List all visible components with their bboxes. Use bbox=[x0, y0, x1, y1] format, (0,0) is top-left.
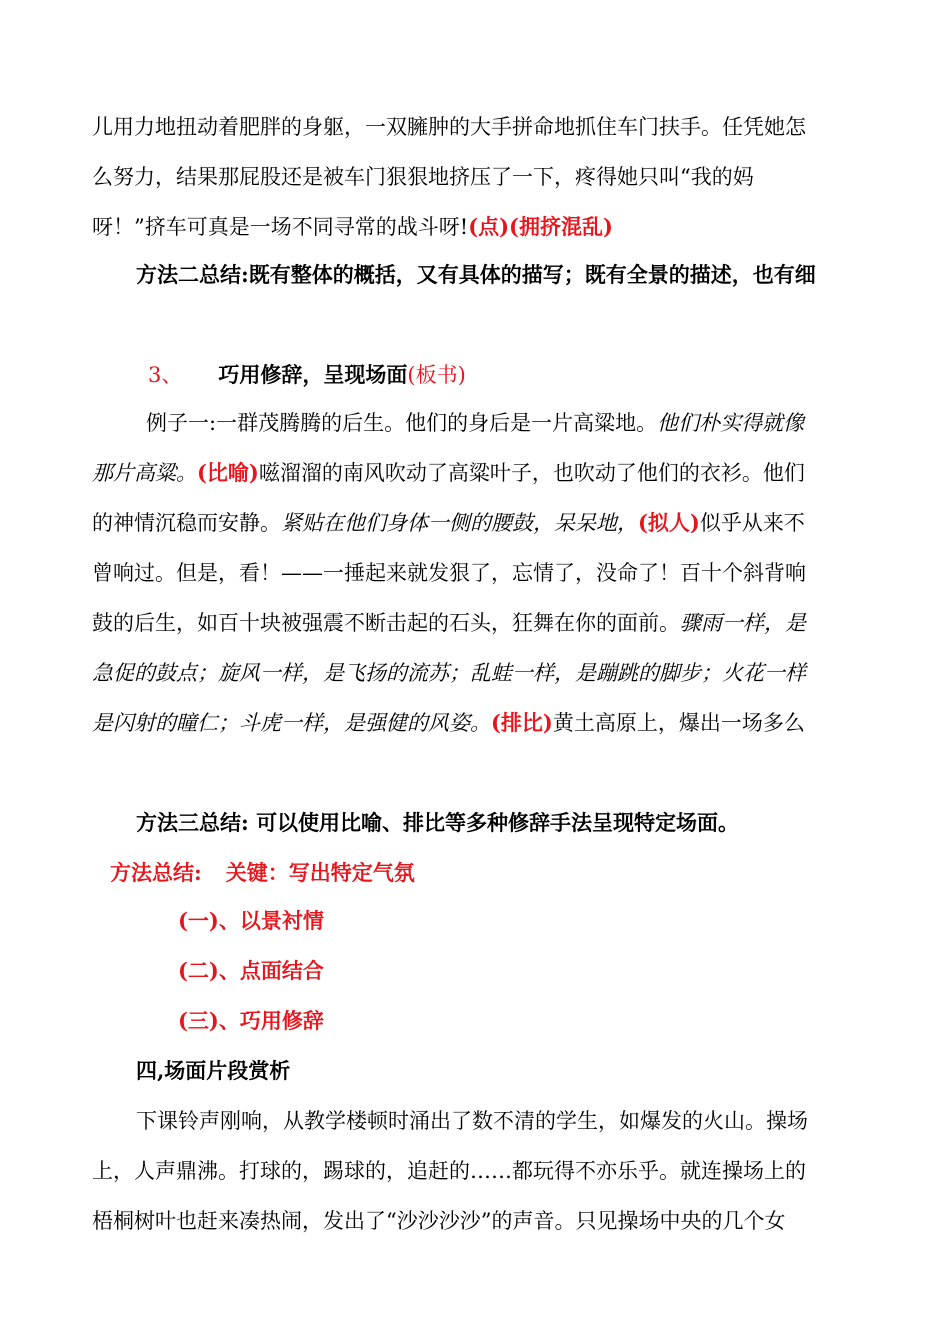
summary-item: (二)、点面结合 bbox=[178, 958, 324, 983]
section-heading-4: 四,场面片段赏析 bbox=[136, 1058, 291, 1083]
example-line: 的神情沉稳而安静。紧贴在他们身体一侧的腰鼓，呆呆地，(拟人)似乎从来不 bbox=[92, 510, 805, 535]
method-two-summary-cont bbox=[92, 300, 862, 350]
example-line: 是闪射的瞳仁；斗虎一样，是强健的风姿。(排比)黄土高原上，爆出一场多么 bbox=[92, 710, 805, 735]
annotation-note: (点)(拥挤混乱) bbox=[468, 214, 613, 239]
example-line: 曾响过。但是，看！——一捶起来就发狠了，忘情了，没命了！百十个斜背响 bbox=[92, 561, 806, 585]
paragraph-line: 上，人声鼎沸。打球的，踢球的，追赶的……都玩得不亦乐乎。就连操场上的 bbox=[92, 1159, 806, 1183]
method-two-summary: 方法二总结:既有整体的概括，又有具体的描写；既有全景的描述，也有细 bbox=[136, 262, 816, 287]
section-number: 3、 bbox=[148, 363, 183, 387]
rhetoric-tag: (比喻) bbox=[197, 460, 259, 485]
method-summary bbox=[110, 848, 862, 898]
paragraph-line: 下课铃声刚响，从教学楼顿时涌出了数不清的学生，如爆发的火山。操场 bbox=[136, 1109, 808, 1133]
body-text: 么努力，结果那屁股还是被车门狠狠地挤压了一下，疼得她只叫“我的妈 bbox=[92, 165, 754, 189]
method-three-summary: 方法三总结: 可以使用比喻、排比等多种修辞手法呈现特定场面。 bbox=[136, 810, 740, 835]
paragraph-line bbox=[92, 202, 862, 252]
summary-key: 关键：写出特定气氛 bbox=[225, 860, 415, 885]
summary-item: (一)、以景衬情 bbox=[178, 908, 324, 933]
blackboard-note: (板书) bbox=[407, 363, 466, 387]
rhetoric-tag: (排比) bbox=[491, 710, 553, 735]
section-heading-3 bbox=[148, 350, 862, 400]
summary-label: 方法总结: bbox=[110, 860, 202, 885]
example-line: 急促的鼓点；旋风一样，是飞扬的流苏；乱蛙一样，是蹦跳的脚步；火花一样 bbox=[92, 661, 806, 685]
section-title: 巧用修辞，呈现场面 bbox=[218, 362, 408, 387]
body-text: 儿用力地扭动着肥胖的身躯，一双臃肿的大手拼命地抓住车门扶手。任凭她怎 bbox=[92, 115, 806, 139]
example-line: 那片高粱。(比喻)嗞溜溜的南风吹动了高粱叶子，也吹动了他们的衣衫。他们 bbox=[92, 460, 805, 485]
rhetoric-tag: (拟人) bbox=[638, 510, 700, 535]
paragraph-line bbox=[92, 152, 862, 202]
example-line bbox=[92, 748, 862, 798]
paragraph-line bbox=[92, 102, 862, 152]
summary-item: (三)、巧用修辞 bbox=[178, 1008, 324, 1033]
paragraph-line: 梧桐树叶也赶来凑热闹，发出了“沙沙沙沙”的声音。只见操场中央的几个女 bbox=[92, 1209, 786, 1233]
body-text: 呀！”挤车可真是一场不同寻常的战斗呀! bbox=[92, 215, 469, 239]
example-line: 例子一:一群茂腾腾的后生。他们的身后是一片高粱地。他们朴实得就像 bbox=[146, 411, 805, 435]
example-line: 鼓的后生，如百十块被强震不断击起的石头，狂舞在你的面前。骤雨一样，是 bbox=[92, 611, 806, 635]
